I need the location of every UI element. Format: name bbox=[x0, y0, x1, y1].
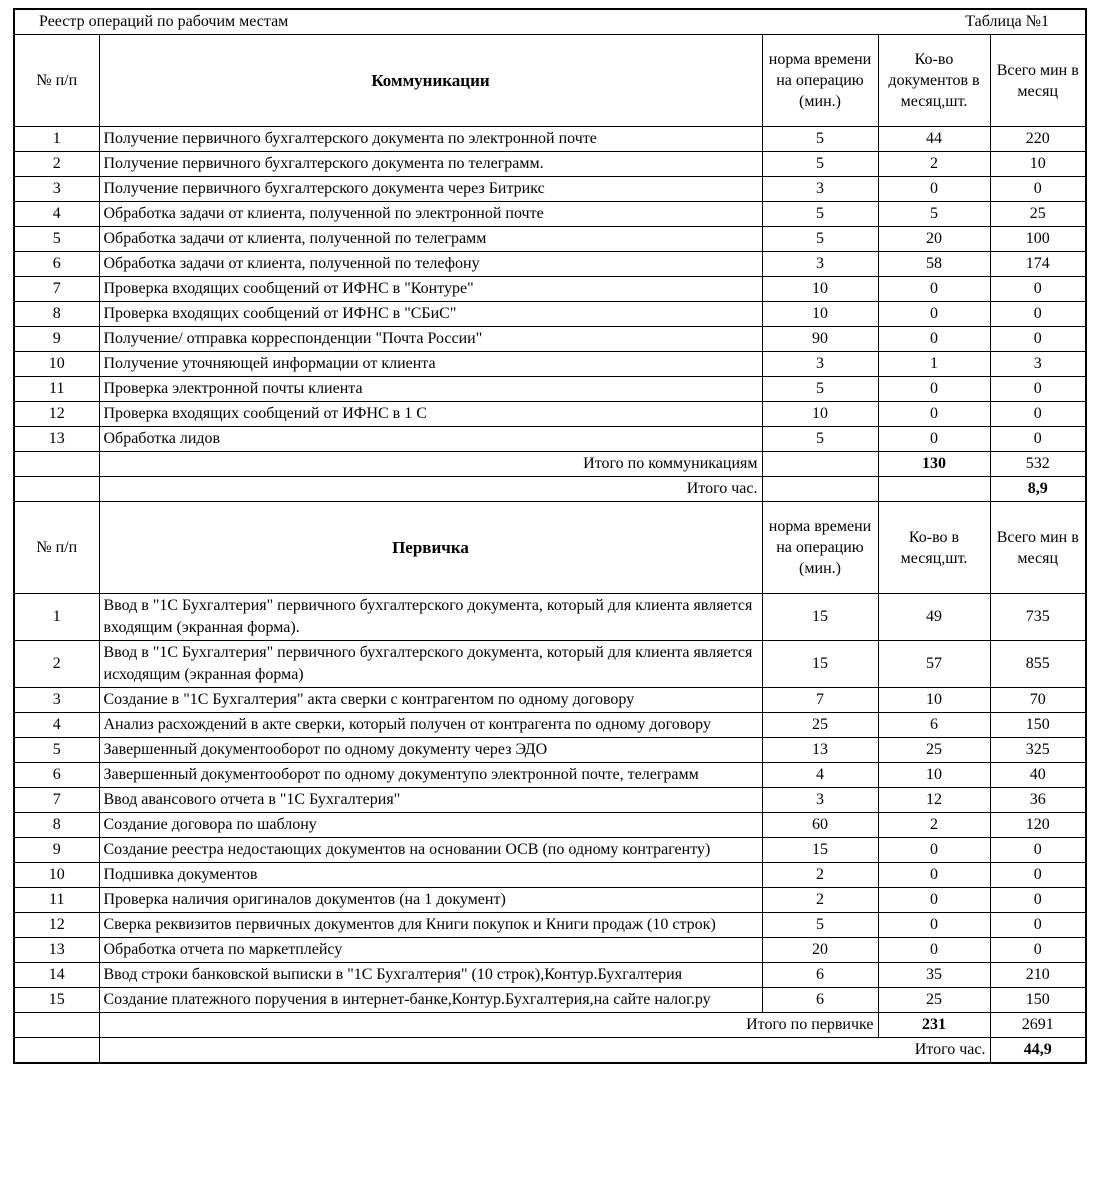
norm-cell: 5 bbox=[762, 427, 878, 452]
subtotal-label: Итого по первичке bbox=[99, 1013, 878, 1038]
total-cell: 150 bbox=[990, 713, 1086, 738]
table-row bbox=[14, 788, 1086, 813]
empty-cell bbox=[762, 477, 878, 502]
hours-label: Итого час. bbox=[99, 477, 762, 502]
section-primary bbox=[14, 502, 1086, 1064]
operation-cell: Получение первичного бухгалтерского документа через Битрикс bbox=[99, 177, 762, 202]
norm-cell: 10 bbox=[762, 302, 878, 327]
row-number-cell: 10 bbox=[14, 352, 99, 377]
operation-cell: Получение/ отправка корреспонденции "Почта России" bbox=[99, 327, 762, 352]
table-row bbox=[14, 594, 1086, 641]
qty-cell: 2 bbox=[878, 152, 990, 177]
subtotal-qty: 130 bbox=[878, 452, 990, 477]
subtotal-label: Итого по коммуникациям bbox=[99, 452, 762, 477]
norm-cell: 3 bbox=[762, 788, 878, 813]
row-number-cell: 13 bbox=[14, 938, 99, 963]
total-cell: 0 bbox=[990, 327, 1086, 352]
empty-cell bbox=[762, 452, 878, 477]
qty-cell: 35 bbox=[878, 963, 990, 988]
operation-cell: Создание в "1С Бухгалтерия" акта сверки с контрагентом по одному договору bbox=[99, 688, 762, 713]
norm-cell: 90 bbox=[762, 327, 878, 352]
operations-register-table bbox=[13, 8, 1087, 1064]
row-number-cell: 5 bbox=[14, 227, 99, 252]
table-row bbox=[14, 641, 1086, 688]
table-row bbox=[14, 427, 1086, 452]
table-row bbox=[14, 377, 1086, 402]
column-header-num: № п/п bbox=[14, 35, 99, 127]
qty-cell: 0 bbox=[878, 377, 990, 402]
total-cell: 120 bbox=[990, 813, 1086, 838]
norm-cell: 6 bbox=[762, 963, 878, 988]
row-number-cell: 4 bbox=[14, 202, 99, 227]
operation-cell: Создание платежного поручения в интернет-банке,Контур.Бухгалтерия,на сайте налог.ру bbox=[99, 988, 762, 1013]
operation-cell: Ввод в "1С Бухгалтерия" первичного бухгалтерского документа, который для клиента является входящим (экранная форма). bbox=[99, 594, 762, 641]
qty-cell: 0 bbox=[878, 913, 990, 938]
total-cell: 0 bbox=[990, 377, 1086, 402]
qty-cell: 2 bbox=[878, 813, 990, 838]
norm-cell: 7 bbox=[762, 688, 878, 713]
column-header-norm: норма времени на операцию (мин.) bbox=[762, 35, 878, 127]
norm-cell: 2 bbox=[762, 888, 878, 913]
qty-cell: 20 bbox=[878, 227, 990, 252]
row-number-cell: 7 bbox=[14, 788, 99, 813]
norm-cell: 5 bbox=[762, 227, 878, 252]
total-cell: 0 bbox=[990, 838, 1086, 863]
norm-cell: 5 bbox=[762, 152, 878, 177]
qty-cell: 6 bbox=[878, 713, 990, 738]
subtotal-qty: 231 bbox=[878, 1013, 990, 1038]
row-number-cell: 14 bbox=[14, 963, 99, 988]
operation-cell: Получение уточняющей информации от клиента bbox=[99, 352, 762, 377]
row-number-cell: 2 bbox=[14, 641, 99, 688]
total-cell: 40 bbox=[990, 763, 1086, 788]
row-number-cell: 6 bbox=[14, 252, 99, 277]
table-number-label: Таблица №1 bbox=[965, 13, 1049, 30]
row-number-cell: 8 bbox=[14, 302, 99, 327]
row-number-cell: 11 bbox=[14, 888, 99, 913]
hours-row bbox=[14, 1038, 1086, 1064]
hours-row bbox=[14, 477, 1086, 502]
section-header-row bbox=[14, 35, 1086, 127]
total-cell: 0 bbox=[990, 277, 1086, 302]
hours-value: 44,9 bbox=[990, 1038, 1086, 1064]
operation-cell: Проверка входящих сообщений от ИФНС в 1 С bbox=[99, 402, 762, 427]
operation-cell: Ввод строки банковской выписки в "1С Бухгалтерия" (10 строк),Контур.Бухгалтерия bbox=[99, 963, 762, 988]
operation-cell: Проверка электронной почты клиента bbox=[99, 377, 762, 402]
qty-cell: 0 bbox=[878, 938, 990, 963]
column-header-norm: норма времени на операцию (мин.) bbox=[762, 502, 878, 594]
title-cell bbox=[14, 9, 1086, 35]
row-number-cell: 8 bbox=[14, 813, 99, 838]
empty-cell bbox=[14, 1038, 99, 1064]
total-cell: 0 bbox=[990, 863, 1086, 888]
total-cell: 735 bbox=[990, 594, 1086, 641]
table-row bbox=[14, 277, 1086, 302]
total-cell: 210 bbox=[990, 963, 1086, 988]
qty-cell: 0 bbox=[878, 177, 990, 202]
total-cell: 0 bbox=[990, 938, 1086, 963]
row-number-cell: 9 bbox=[14, 327, 99, 352]
table-row bbox=[14, 913, 1086, 938]
total-cell: 0 bbox=[990, 427, 1086, 452]
hours-label: Итого час. bbox=[99, 1038, 990, 1064]
qty-cell: 12 bbox=[878, 788, 990, 813]
norm-cell: 5 bbox=[762, 127, 878, 152]
operation-cell: Завершенный документооборот по одному документупо электронной почте, телеграмм bbox=[99, 763, 762, 788]
table-row bbox=[14, 177, 1086, 202]
total-cell: 70 bbox=[990, 688, 1086, 713]
table-row bbox=[14, 402, 1086, 427]
operation-cell: Получение первичного бухгалтерского документа по электронной почте bbox=[99, 127, 762, 152]
empty-cell bbox=[14, 477, 99, 502]
table-row bbox=[14, 252, 1086, 277]
qty-cell: 58 bbox=[878, 252, 990, 277]
row-number-cell: 7 bbox=[14, 277, 99, 302]
qty-cell: 44 bbox=[878, 127, 990, 152]
column-header-num: № п/п bbox=[14, 502, 99, 594]
table-row bbox=[14, 202, 1086, 227]
table-row bbox=[14, 127, 1086, 152]
operation-cell: Ввод в "1С Бухгалтерия" первичного бухгалтерского документа, который для клиента является исходящим (экранная форма) bbox=[99, 641, 762, 688]
operation-cell: Завершенный документооборот по одному документу через ЭДО bbox=[99, 738, 762, 763]
norm-cell: 15 bbox=[762, 641, 878, 688]
row-number-cell: 13 bbox=[14, 427, 99, 452]
column-header-total: Всего мин в месяц bbox=[990, 35, 1086, 127]
qty-cell: 25 bbox=[878, 988, 990, 1013]
total-cell: 10 bbox=[990, 152, 1086, 177]
section-communications bbox=[14, 35, 1086, 502]
table-row bbox=[14, 988, 1086, 1013]
qty-cell: 49 bbox=[878, 594, 990, 641]
operation-cell: Обработка лидов bbox=[99, 427, 762, 452]
empty-cell bbox=[878, 477, 990, 502]
table-row bbox=[14, 738, 1086, 763]
operation-cell: Обработка задачи от клиента, полученной по телеграмм bbox=[99, 227, 762, 252]
row-number-cell: 1 bbox=[14, 127, 99, 152]
qty-cell: 5 bbox=[878, 202, 990, 227]
qty-cell: 0 bbox=[878, 863, 990, 888]
operation-cell: Анализ расхождений в акте сверки, который получен от контрагента по одному договору bbox=[99, 713, 762, 738]
table-row bbox=[14, 888, 1086, 913]
norm-cell: 10 bbox=[762, 402, 878, 427]
qty-cell: 0 bbox=[878, 888, 990, 913]
table-row bbox=[14, 963, 1086, 988]
total-cell: 0 bbox=[990, 177, 1086, 202]
operation-cell: Сверка реквизитов первичных документов для Книги покупок и Книги продаж (10 строк) bbox=[99, 913, 762, 938]
table-row bbox=[14, 688, 1086, 713]
total-cell: 325 bbox=[990, 738, 1086, 763]
total-cell: 220 bbox=[990, 127, 1086, 152]
table-row bbox=[14, 763, 1086, 788]
qty-cell: 0 bbox=[878, 277, 990, 302]
row-number-cell: 4 bbox=[14, 713, 99, 738]
total-cell: 36 bbox=[990, 788, 1086, 813]
operation-cell: Обработка задачи от клиента, полученной по электронной почте bbox=[99, 202, 762, 227]
qty-cell: 0 bbox=[878, 427, 990, 452]
norm-cell: 4 bbox=[762, 763, 878, 788]
norm-cell: 5 bbox=[762, 377, 878, 402]
table-row bbox=[14, 713, 1086, 738]
table-row bbox=[14, 327, 1086, 352]
row-number-cell: 3 bbox=[14, 177, 99, 202]
operation-cell: Обработка задачи от клиента, полученной по телефону bbox=[99, 252, 762, 277]
operation-cell: Проверка наличия оригиналов документов (на 1 документ) bbox=[99, 888, 762, 913]
table-row bbox=[14, 152, 1086, 177]
subtotal-row bbox=[14, 1013, 1086, 1038]
norm-cell: 3 bbox=[762, 252, 878, 277]
norm-cell: 13 bbox=[762, 738, 878, 763]
document-title: Реестр операций по рабочим местам bbox=[39, 13, 289, 30]
norm-cell: 5 bbox=[762, 202, 878, 227]
total-cell: 0 bbox=[990, 302, 1086, 327]
qty-cell: 1 bbox=[878, 352, 990, 377]
operation-cell: Создание реестра недостающих документов на основании ОСВ (по одному контрагенту) bbox=[99, 838, 762, 863]
total-cell: 100 bbox=[990, 227, 1086, 252]
operation-cell: Ввод авансового отчета в "1С Бухгалтерия" bbox=[99, 788, 762, 813]
row-number-cell: 11 bbox=[14, 377, 99, 402]
subtotal-row bbox=[14, 452, 1086, 477]
norm-cell: 3 bbox=[762, 352, 878, 377]
norm-cell: 15 bbox=[762, 838, 878, 863]
norm-cell: 10 bbox=[762, 277, 878, 302]
qty-cell: 57 bbox=[878, 641, 990, 688]
table-row bbox=[14, 838, 1086, 863]
norm-cell: 15 bbox=[762, 594, 878, 641]
row-number-cell: 5 bbox=[14, 738, 99, 763]
norm-cell: 60 bbox=[762, 813, 878, 838]
row-number-cell: 10 bbox=[14, 863, 99, 888]
column-header-total: Всего мин в месяц bbox=[990, 502, 1086, 594]
subtotal-total: 2691 bbox=[990, 1013, 1086, 1038]
norm-cell: 5 bbox=[762, 913, 878, 938]
table-row bbox=[14, 813, 1086, 838]
norm-cell: 6 bbox=[762, 988, 878, 1013]
section-title: Первичка bbox=[99, 502, 762, 594]
total-cell: 855 bbox=[990, 641, 1086, 688]
row-number-cell: 12 bbox=[14, 913, 99, 938]
operation-cell: Проверка входящих сообщений от ИФНС в "Контуре" bbox=[99, 277, 762, 302]
table-row bbox=[14, 302, 1086, 327]
table-row bbox=[14, 352, 1086, 377]
table-row bbox=[14, 227, 1086, 252]
qty-cell: 10 bbox=[878, 688, 990, 713]
qty-cell: 0 bbox=[878, 302, 990, 327]
total-cell: 150 bbox=[990, 988, 1086, 1013]
hours-value: 8,9 bbox=[990, 477, 1086, 502]
qty-cell: 0 bbox=[878, 327, 990, 352]
qty-cell: 10 bbox=[878, 763, 990, 788]
qty-cell: 0 bbox=[878, 838, 990, 863]
total-cell: 174 bbox=[990, 252, 1086, 277]
subtotal-total: 532 bbox=[990, 452, 1086, 477]
row-number-cell: 3 bbox=[14, 688, 99, 713]
total-cell: 3 bbox=[990, 352, 1086, 377]
row-number-cell: 6 bbox=[14, 763, 99, 788]
title-row bbox=[14, 9, 1086, 35]
row-number-cell: 9 bbox=[14, 838, 99, 863]
table-row bbox=[14, 863, 1086, 888]
row-number-cell: 12 bbox=[14, 402, 99, 427]
column-header-qty: Ко-во в месяц,шт. bbox=[878, 502, 990, 594]
section-header-row bbox=[14, 502, 1086, 594]
empty-cell bbox=[14, 452, 99, 477]
operation-cell: Получение первичного бухгалтерского документа по телеграмм. bbox=[99, 152, 762, 177]
total-cell: 0 bbox=[990, 888, 1086, 913]
row-number-cell: 1 bbox=[14, 594, 99, 641]
section-title: Коммуникации bbox=[99, 35, 762, 127]
column-header-qty: Ко-во документов в месяц,шт. bbox=[878, 35, 990, 127]
empty-cell bbox=[14, 1013, 99, 1038]
operation-cell: Обработка отчета по маркетплейсу bbox=[99, 938, 762, 963]
norm-cell: 20 bbox=[762, 938, 878, 963]
table-row bbox=[14, 938, 1086, 963]
qty-cell: 0 bbox=[878, 402, 990, 427]
operation-cell: Создание договора по шаблону bbox=[99, 813, 762, 838]
total-cell: 25 bbox=[990, 202, 1086, 227]
qty-cell: 25 bbox=[878, 738, 990, 763]
norm-cell: 2 bbox=[762, 863, 878, 888]
operation-cell: Подшивка документов bbox=[99, 863, 762, 888]
norm-cell: 25 bbox=[762, 713, 878, 738]
total-cell: 0 bbox=[990, 402, 1086, 427]
total-cell: 0 bbox=[990, 913, 1086, 938]
norm-cell: 3 bbox=[762, 177, 878, 202]
row-number-cell: 15 bbox=[14, 988, 99, 1013]
row-number-cell: 2 bbox=[14, 152, 99, 177]
operation-cell: Проверка входящих сообщений от ИФНС в "СБиС" bbox=[99, 302, 762, 327]
